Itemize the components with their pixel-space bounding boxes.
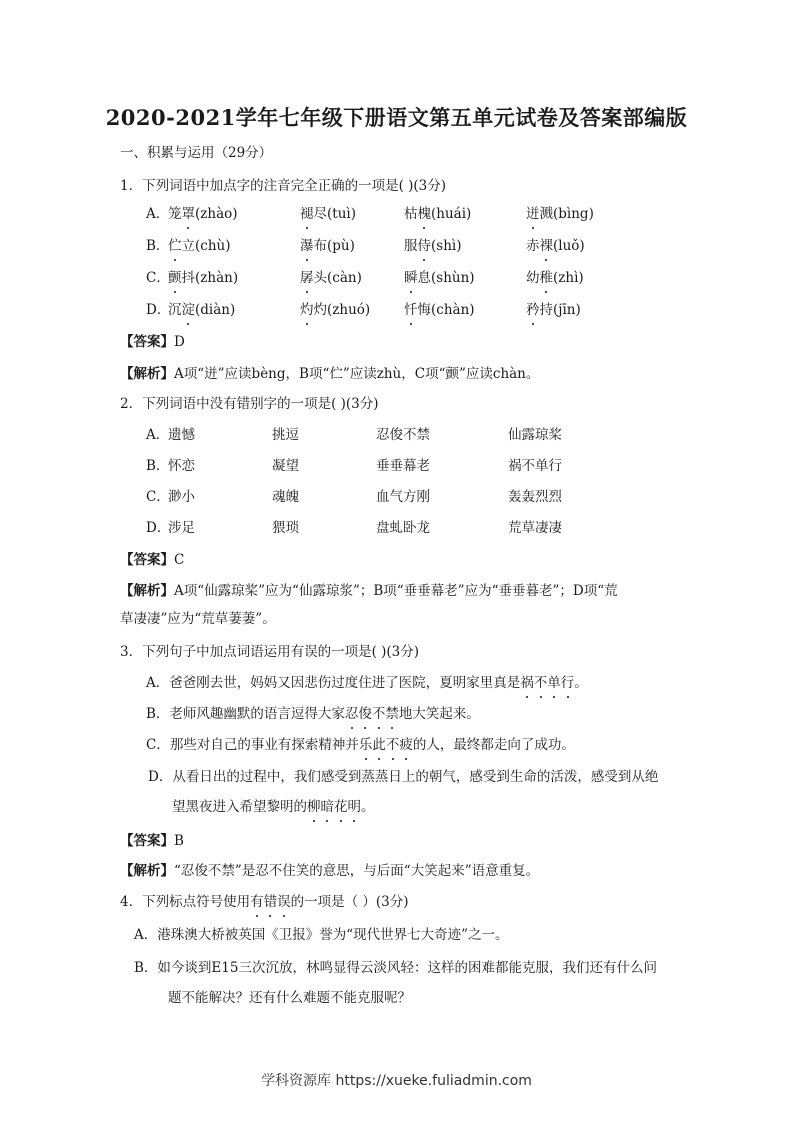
option-item: 轰轰烈烈 xyxy=(508,489,562,505)
option-item: 遗憾 xyxy=(168,427,195,443)
section-heading: 一、积累与运用（29分） xyxy=(120,145,273,161)
question-3-answer: 【答案】B xyxy=(120,833,184,849)
option-label: A． xyxy=(146,427,170,443)
question-1-analysis: 【解析】A项“迸”应读bèng，B项“伫”应读zhù，C项“颤”应读chàn。 xyxy=(120,366,540,382)
option-item: 涉足 xyxy=(168,520,195,536)
option-item: 矜持(jīn) xyxy=(526,302,581,318)
option-label: D． xyxy=(146,520,171,536)
option-item: 渺小 xyxy=(168,489,195,505)
question-4-option-b-cont: 题不能解决？还有什么难题不能克服呢？ xyxy=(168,990,411,1006)
question-3-analysis: 【解析】“忍俊不禁”是忍不住笑的意思，与后面“大笑起来”语意重复。 xyxy=(120,863,540,879)
option-label: D． xyxy=(146,302,171,318)
option-item: 瀑布(pù) xyxy=(300,238,355,254)
option-item: 猥琐 xyxy=(272,520,299,536)
option-item: 凝望 xyxy=(272,458,299,474)
option-item: 瞬息(shùn) xyxy=(404,270,475,286)
option-item: 幼稚(zhì) xyxy=(526,270,584,286)
option-item: 灼灼(zhuó) xyxy=(300,302,371,318)
question-4-stem: 4．下列标点符号使用有错误的一项是（ ）(3分) xyxy=(120,894,409,910)
dotted-phrase: 乐此不疲 xyxy=(358,737,413,753)
option-item: 孱头(càn) xyxy=(300,270,362,286)
option-item: 怀恋 xyxy=(168,458,195,474)
question-1-answer: 【答案】D xyxy=(120,334,185,350)
page-title: 2020-2021学年七年级下册语文第五单元试卷及答案部编版 xyxy=(105,105,688,130)
question-3-option-d-cont: 望黑夜进入希望黎明的柳暗花明。 xyxy=(172,799,375,815)
question-3-option-c: C．那些对自己的事业有探索精神并乐此不疲的人，最终都走向了成功。 xyxy=(146,737,575,753)
option-item: 迸溅(bìng) xyxy=(526,206,594,222)
option-label: C． xyxy=(146,270,170,286)
question-2-analysis-cont: 草凄凄”应为“荒草萋萋”。 xyxy=(120,611,276,627)
dotted-phrase: 祸不单行 xyxy=(520,675,575,691)
question-3-option-b: B．老师风趣幽默的语言逗得大家忍俊不禁地大笑起来。 xyxy=(146,706,480,722)
option-item: 血气方刚 xyxy=(376,489,430,505)
question-4-option-b: B．如今谈到E15三次沉放，林鸣显得云淡风轻：这样的困难都能克服，我们还有什么问 xyxy=(134,960,657,976)
option-item: 褪尽(tuì) xyxy=(300,206,356,222)
option-item: 枯槐(huái) xyxy=(404,206,472,222)
footer-watermark: 学科资源库 https://xueke.fuliadmin.com xyxy=(261,1073,532,1089)
dotted-phrase: 柳暗花明 xyxy=(307,799,361,815)
option-item: 伫立(chù) xyxy=(168,238,231,254)
question-3-stem: 3．下列句子中加点词语运用有误的一项是( )(3分) xyxy=(120,644,420,660)
option-item: 挑逗 xyxy=(272,427,299,443)
option-item: 盘虬卧龙 xyxy=(376,520,430,536)
option-item: 笼罩(zhào) xyxy=(168,206,238,222)
option-item: 服侍(shì) xyxy=(404,238,462,254)
option-item: 荒草凄凄 xyxy=(508,520,562,536)
option-item: 垂垂幕老 xyxy=(376,458,430,474)
option-item: 赤裸(luǒ) xyxy=(526,238,585,254)
option-item: 忏悔(chàn) xyxy=(404,302,475,318)
option-label: A． xyxy=(146,206,170,222)
option-item: 颤抖(zhàn) xyxy=(168,270,239,286)
question-1-stem: 1．下列词语中加点字的注音完全正确的一项是( )(3分) xyxy=(120,178,447,194)
question-3-option-a: A．爸爸刚去世，妈妈又因悲伤过度住进了医院，夏明家里真是祸不单行。 xyxy=(146,675,588,691)
option-item: 忍俊不禁 xyxy=(376,427,430,443)
option-label: B． xyxy=(146,238,170,254)
question-2-stem: 2．下列词语中没有错别字的一项是( )(3分) xyxy=(120,396,379,412)
option-item: 魂魄 xyxy=(272,489,299,505)
option-item: 祸不单行 xyxy=(508,458,562,474)
dotted-phrase: 忍俊不禁 xyxy=(344,706,399,722)
option-label: C． xyxy=(146,489,170,505)
question-4-option-a: A．港珠澳大桥被英国《卫报》誉为“现代世界七大奇迹”之一。 xyxy=(134,927,509,943)
option-item: 沉淀(diàn) xyxy=(168,302,236,318)
question-3-option-d: D．从看日出的过程中，我们感受到蒸蒸日上的朝气，感受到生命的活泼，感受到从绝 xyxy=(148,769,659,785)
question-2-analysis: 【解析】A项“仙露琼桨”应为“仙露琼浆”；B项“垂垂幕老”应为“垂垂暮老”；D项“荒 xyxy=(120,583,618,599)
question-2-answer: 【答案】C xyxy=(120,552,185,568)
dotted-phrase: 有错误 xyxy=(250,894,291,910)
option-label: B． xyxy=(146,458,170,474)
option-item: 仙露琼桨 xyxy=(508,427,562,443)
